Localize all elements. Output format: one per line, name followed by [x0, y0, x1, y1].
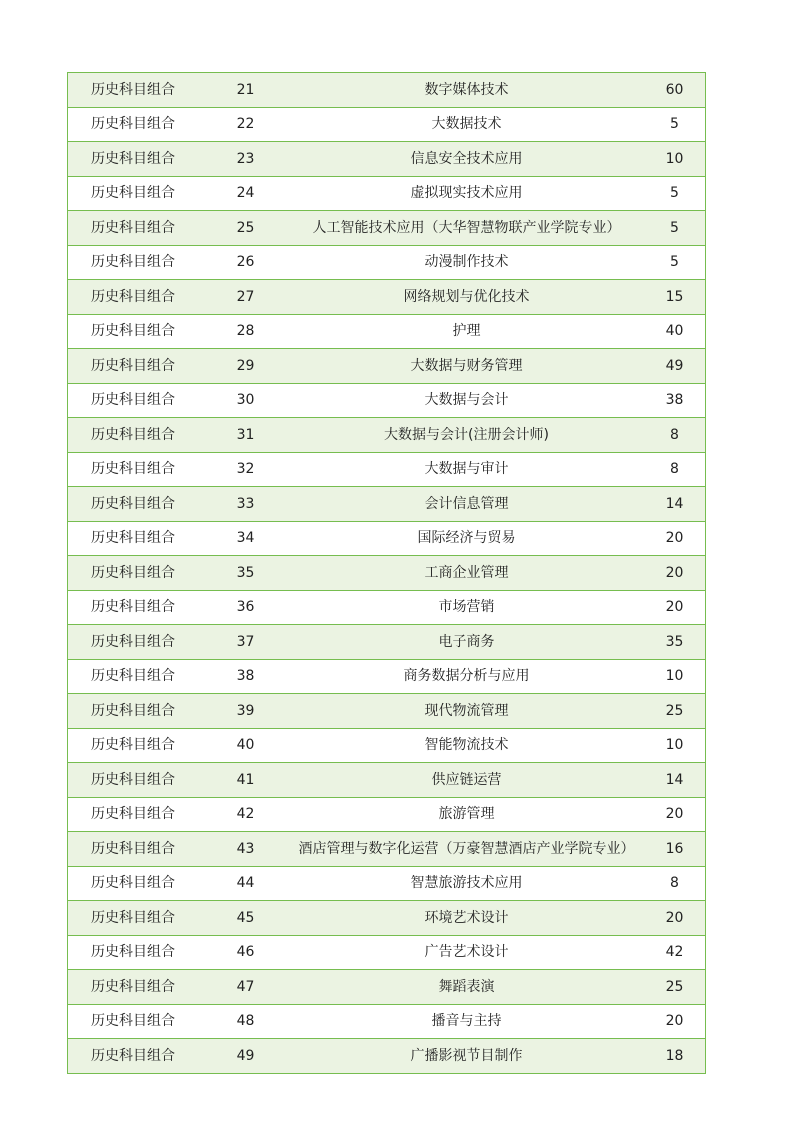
subject-combination-cell: 历史科目组合	[68, 245, 202, 280]
subject-combination-cell: 历史科目组合	[68, 694, 202, 729]
quota-cell: 20	[644, 556, 705, 591]
major-code-cell: 48	[202, 1004, 289, 1039]
major-code-cell: 47	[202, 970, 289, 1005]
major-name-cell: 播音与主持	[289, 1004, 644, 1039]
subject-combination-cell: 历史科目组合	[68, 314, 202, 349]
major-code-cell: 31	[202, 418, 289, 453]
major-name-cell: 商务数据分析与应用	[289, 659, 644, 694]
quota-cell: 35	[644, 625, 705, 660]
major-code-cell: 43	[202, 832, 289, 867]
subject-combination-cell: 历史科目组合	[68, 797, 202, 832]
table-row	[68, 142, 705, 177]
major-name-cell: 供应链运营	[289, 763, 644, 798]
quota-cell: 20	[644, 521, 705, 556]
major-name-cell: 旅游管理	[289, 797, 644, 832]
major-name-cell: 数字媒体技术	[289, 73, 644, 107]
major-code-cell: 29	[202, 349, 289, 384]
major-code-cell: 28	[202, 314, 289, 349]
major-code-cell: 34	[202, 521, 289, 556]
major-code-cell: 24	[202, 176, 289, 211]
quota-cell: 25	[644, 970, 705, 1005]
subject-combination-cell: 历史科目组合	[68, 625, 202, 660]
major-name-cell: 大数据与会计(注册会计师)	[289, 418, 644, 453]
table-row	[68, 211, 705, 246]
subject-combination-cell: 历史科目组合	[68, 556, 202, 591]
subject-combination-cell: 历史科目组合	[68, 176, 202, 211]
quota-cell: 8	[644, 452, 705, 487]
major-code-cell: 38	[202, 659, 289, 694]
table-row	[68, 73, 705, 107]
major-code-cell: 32	[202, 452, 289, 487]
subject-combination-cell: 历史科目组合	[68, 349, 202, 384]
subject-combination-cell: 历史科目组合	[68, 763, 202, 798]
table-row	[68, 763, 705, 798]
major-code-cell: 42	[202, 797, 289, 832]
table-row	[68, 659, 705, 694]
admissions-table-container	[67, 72, 706, 1074]
quota-cell: 20	[644, 590, 705, 625]
major-code-cell: 35	[202, 556, 289, 591]
subject-combination-cell: 历史科目组合	[68, 590, 202, 625]
table-row	[68, 694, 705, 729]
quota-cell: 18	[644, 1039, 705, 1074]
major-name-cell: 人工智能技术应用（大华智慧物联产业学院专业）	[289, 211, 644, 246]
major-name-cell: 智能物流技术	[289, 728, 644, 763]
quota-cell: 42	[644, 935, 705, 970]
major-code-cell: 23	[202, 142, 289, 177]
major-code-cell: 46	[202, 935, 289, 970]
subject-combination-cell: 历史科目组合	[68, 107, 202, 142]
major-name-cell: 虚拟现实技术应用	[289, 176, 644, 211]
table-row	[68, 349, 705, 384]
quota-cell: 49	[644, 349, 705, 384]
table-row	[68, 176, 705, 211]
subject-combination-cell: 历史科目组合	[68, 73, 202, 107]
major-code-cell: 36	[202, 590, 289, 625]
quota-cell: 5	[644, 245, 705, 280]
major-name-cell: 广告艺术设计	[289, 935, 644, 970]
table-row	[68, 314, 705, 349]
quota-cell: 20	[644, 1004, 705, 1039]
major-name-cell: 智慧旅游技术应用	[289, 866, 644, 901]
major-name-cell: 会计信息管理	[289, 487, 644, 522]
quota-cell: 10	[644, 142, 705, 177]
subject-combination-cell: 历史科目组合	[68, 728, 202, 763]
subject-combination-cell: 历史科目组合	[68, 901, 202, 936]
quota-cell: 15	[644, 280, 705, 315]
quota-cell: 38	[644, 383, 705, 418]
quota-cell: 5	[644, 176, 705, 211]
subject-combination-cell: 历史科目组合	[68, 1039, 202, 1074]
table-row	[68, 487, 705, 522]
major-code-cell: 37	[202, 625, 289, 660]
subject-combination-cell: 历史科目组合	[68, 280, 202, 315]
major-name-cell: 大数据与审计	[289, 452, 644, 487]
quota-cell: 20	[644, 901, 705, 936]
table-row	[68, 625, 705, 660]
major-code-cell: 39	[202, 694, 289, 729]
major-code-cell: 33	[202, 487, 289, 522]
subject-combination-cell: 历史科目组合	[68, 487, 202, 522]
major-name-cell: 大数据技术	[289, 107, 644, 142]
quota-cell: 40	[644, 314, 705, 349]
quota-cell: 5	[644, 211, 705, 246]
quota-cell: 10	[644, 728, 705, 763]
subject-combination-cell: 历史科目组合	[68, 866, 202, 901]
subject-combination-cell: 历史科目组合	[68, 452, 202, 487]
major-name-cell: 工商企业管理	[289, 556, 644, 591]
table-row	[68, 590, 705, 625]
admissions-table	[68, 73, 705, 1074]
quota-cell: 5	[644, 107, 705, 142]
quota-cell: 14	[644, 763, 705, 798]
major-code-cell: 41	[202, 763, 289, 798]
table-row	[68, 521, 705, 556]
major-code-cell: 30	[202, 383, 289, 418]
table-row	[68, 832, 705, 867]
table-row	[68, 797, 705, 832]
major-name-cell: 信息安全技术应用	[289, 142, 644, 177]
table-row	[68, 1039, 705, 1074]
major-name-cell: 酒店管理与数字化运营（万豪智慧酒店产业学院专业）	[289, 832, 644, 867]
quota-cell: 8	[644, 866, 705, 901]
admissions-table-body	[68, 73, 705, 1073]
major-name-cell: 电子商务	[289, 625, 644, 660]
major-name-cell: 现代物流管理	[289, 694, 644, 729]
major-name-cell: 大数据与财务管理	[289, 349, 644, 384]
quota-cell: 14	[644, 487, 705, 522]
table-row	[68, 1004, 705, 1039]
major-code-cell: 25	[202, 211, 289, 246]
subject-combination-cell: 历史科目组合	[68, 418, 202, 453]
table-row	[68, 383, 705, 418]
quota-cell: 8	[644, 418, 705, 453]
table-row	[68, 935, 705, 970]
quota-cell: 25	[644, 694, 705, 729]
major-code-cell: 21	[202, 73, 289, 107]
table-row	[68, 452, 705, 487]
major-name-cell: 大数据与会计	[289, 383, 644, 418]
major-name-cell: 环境艺术设计	[289, 901, 644, 936]
major-name-cell: 市场营销	[289, 590, 644, 625]
major-name-cell: 国际经济与贸易	[289, 521, 644, 556]
subject-combination-cell: 历史科目组合	[68, 211, 202, 246]
table-row	[68, 107, 705, 142]
subject-combination-cell: 历史科目组合	[68, 832, 202, 867]
major-name-cell: 网络规划与优化技术	[289, 280, 644, 315]
quota-cell: 16	[644, 832, 705, 867]
major-name-cell: 护理	[289, 314, 644, 349]
table-row	[68, 901, 705, 936]
subject-combination-cell: 历史科目组合	[68, 1004, 202, 1039]
subject-combination-cell: 历史科目组合	[68, 935, 202, 970]
major-code-cell: 22	[202, 107, 289, 142]
subject-combination-cell: 历史科目组合	[68, 659, 202, 694]
quota-cell: 20	[644, 797, 705, 832]
table-row	[68, 866, 705, 901]
quota-cell: 60	[644, 73, 705, 107]
subject-combination-cell: 历史科目组合	[68, 521, 202, 556]
subject-combination-cell: 历史科目组合	[68, 142, 202, 177]
subject-combination-cell: 历史科目组合	[68, 970, 202, 1005]
major-code-cell: 49	[202, 1039, 289, 1074]
table-row	[68, 418, 705, 453]
major-code-cell: 44	[202, 866, 289, 901]
subject-combination-cell: 历史科目组合	[68, 383, 202, 418]
table-row	[68, 728, 705, 763]
table-row	[68, 970, 705, 1005]
major-name-cell: 舞蹈表演	[289, 970, 644, 1005]
table-row	[68, 245, 705, 280]
major-code-cell: 27	[202, 280, 289, 315]
major-code-cell: 45	[202, 901, 289, 936]
table-row	[68, 556, 705, 591]
major-name-cell: 广播影视节目制作	[289, 1039, 644, 1074]
table-row	[68, 280, 705, 315]
quota-cell: 10	[644, 659, 705, 694]
major-code-cell: 40	[202, 728, 289, 763]
major-code-cell: 26	[202, 245, 289, 280]
major-name-cell: 动漫制作技术	[289, 245, 644, 280]
